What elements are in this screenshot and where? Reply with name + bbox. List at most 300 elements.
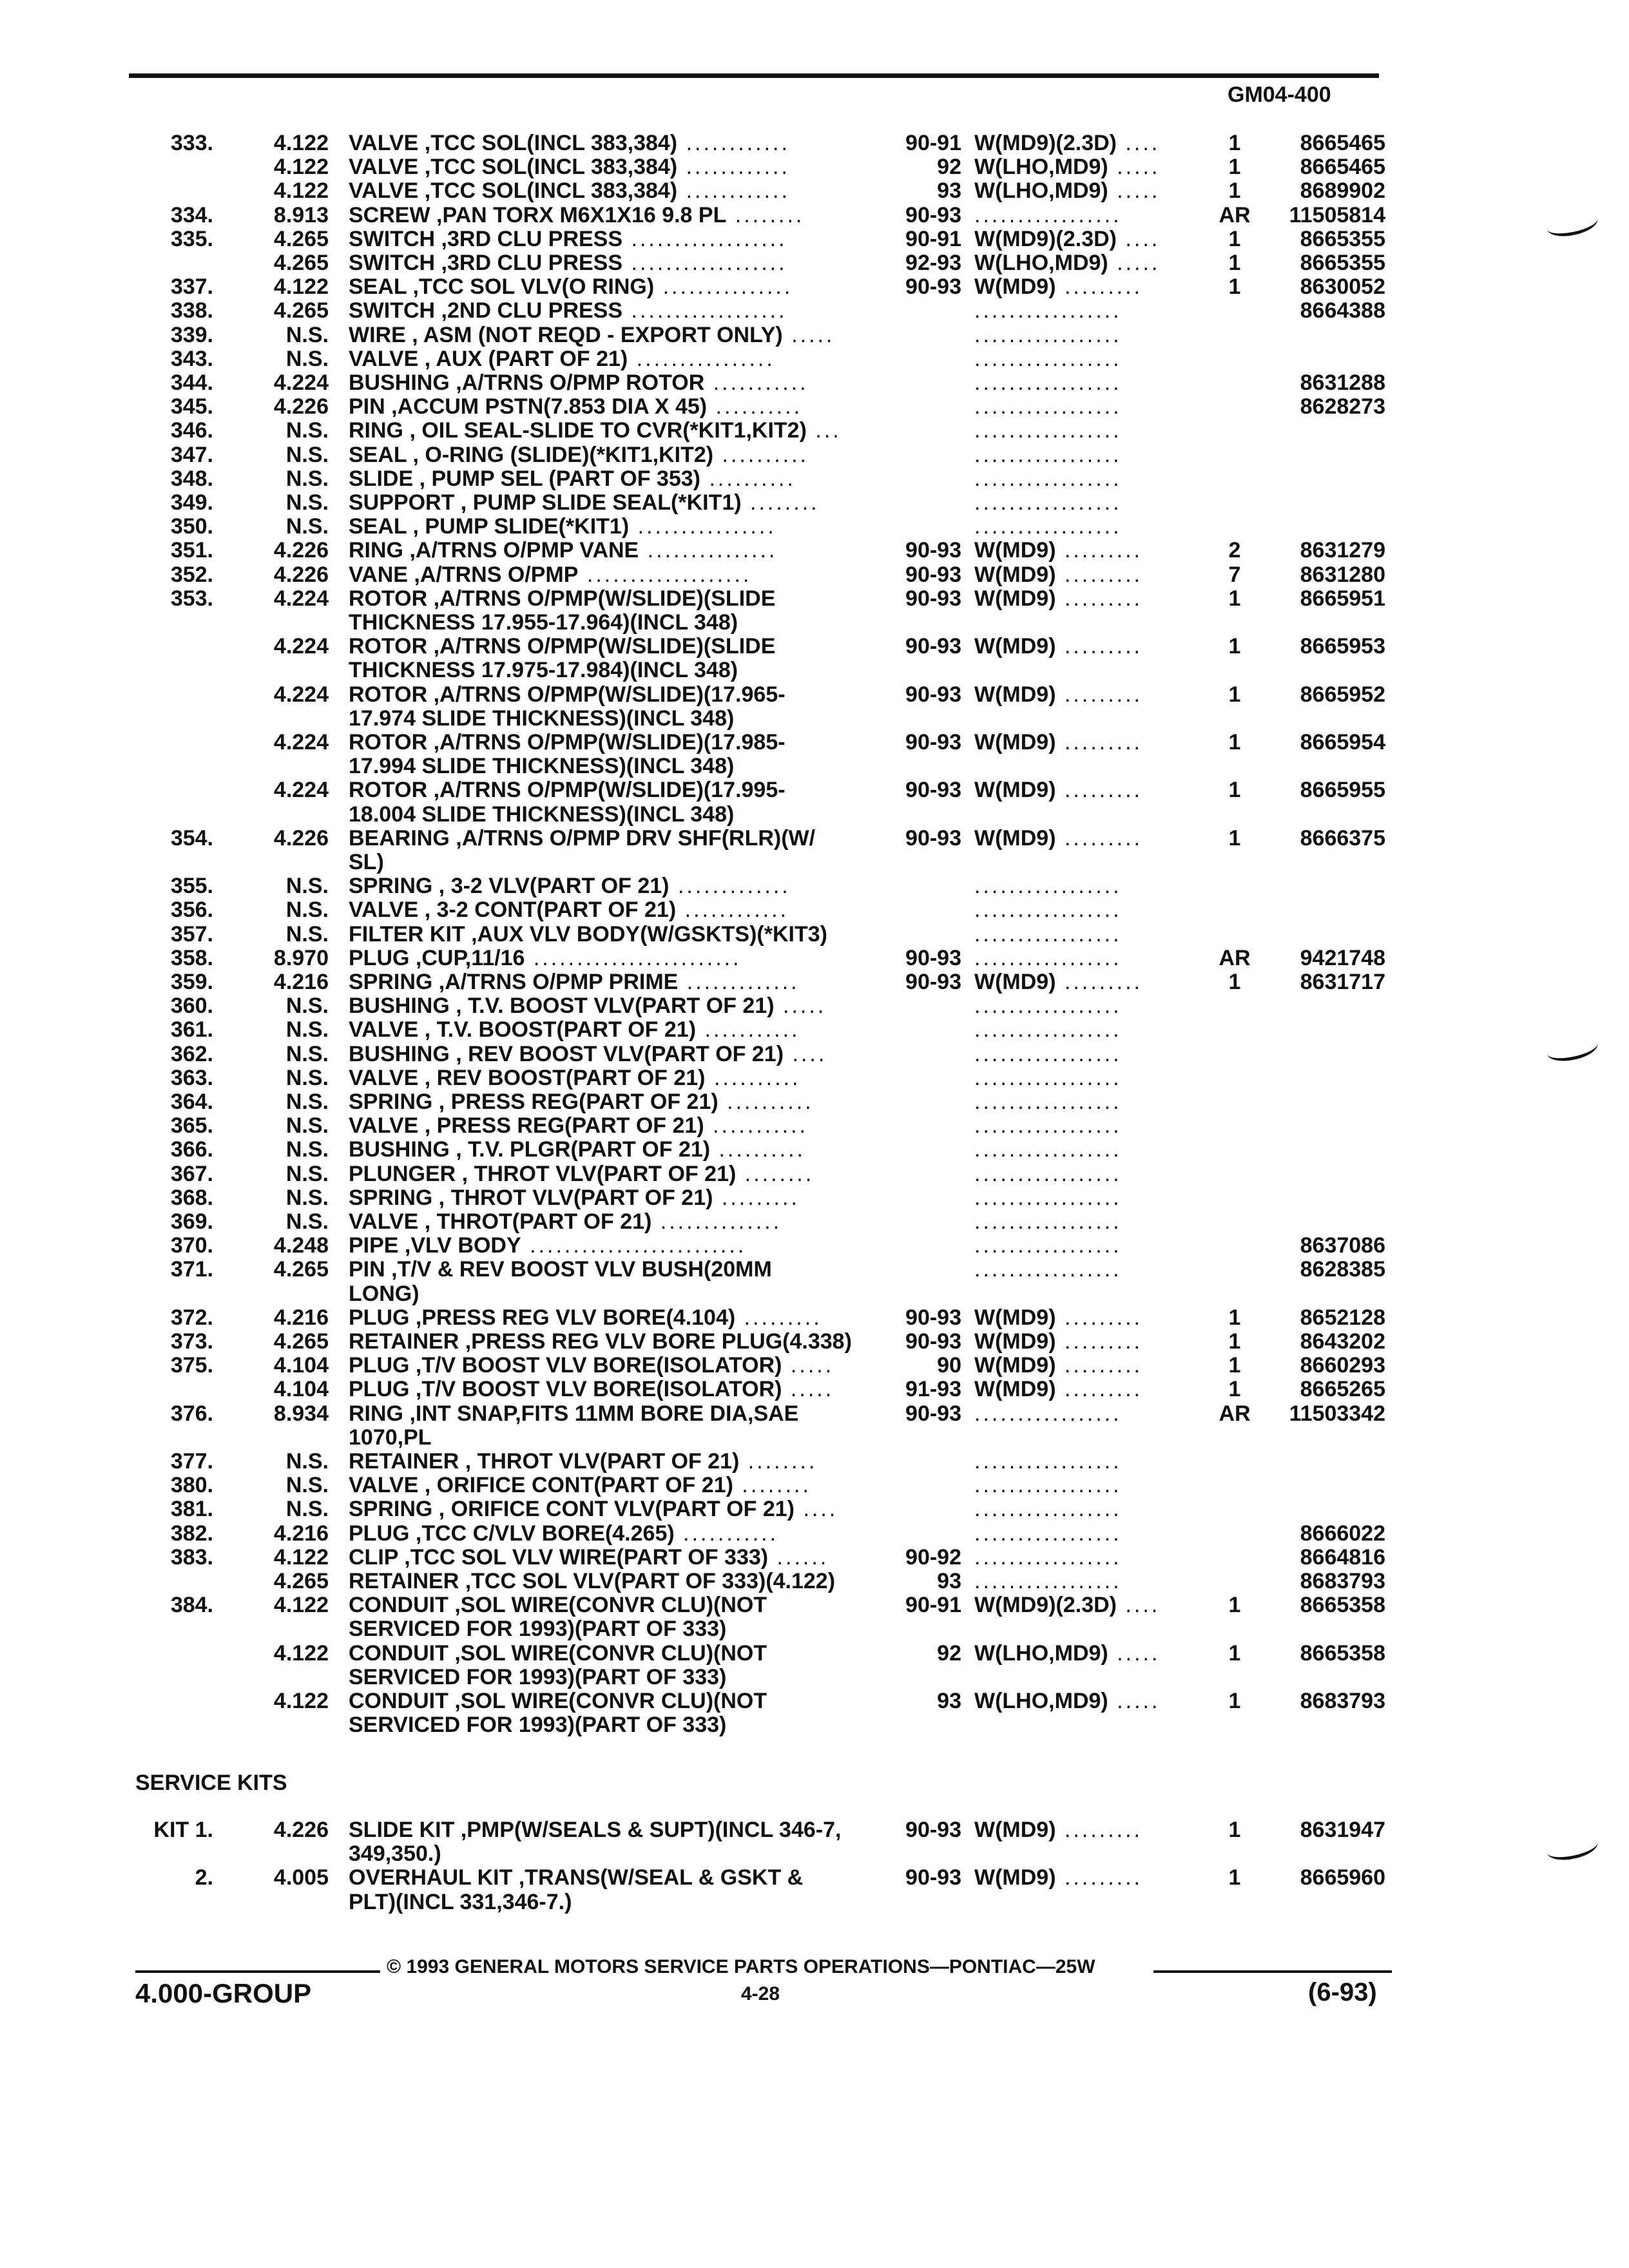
leader-dots: ................. [974,1138,1122,1162]
quantity: 1 [1228,1377,1241,1402]
ref-number: 365. [170,1113,213,1139]
model-years: 90-93 [905,634,961,659]
part-number: 8665358 [1300,1640,1385,1666]
model-years: 92 [937,155,961,180]
part-detail: ,VLV BODY [398,1234,521,1258]
part-detail: ,A/TRNS O/PMP VANE [403,539,639,562]
part-name: SLIDE KIT [349,1818,455,1841]
model-years: 90-91 [905,226,961,251]
part-detail: ,SOL WIRE(CONVR CLU)(NOT [448,1641,767,1665]
group-number: 4.224 [273,634,329,659]
part-description [349,1114,887,1137]
part-name: OVERHAUL KIT [349,1866,513,1890]
part-name: RETAINER [349,1570,459,1593]
part-description [349,443,887,466]
part-detail: , THROT VLV(PART OF 21) [432,1186,713,1209]
model-years: 90-93 [905,945,961,970]
part-detail: ,TCC SOL VLV WIRE(PART OF 333) [398,1545,769,1569]
group-number: N.S. [285,1473,329,1498]
ref-number: 358. [170,945,213,970]
group-number: 4.224 [273,370,329,395]
part-description [349,1426,887,1449]
leader-dots: ................. [974,419,1122,443]
part-number: 8666375 [1300,825,1385,850]
part-description [349,754,887,778]
part-name: ROTOR [349,731,428,754]
part-detail: , PRESS REG(PART OF 21) [418,1114,704,1138]
usage-models [974,371,1197,394]
ref-number: 361. [170,1017,213,1043]
part-description [349,994,887,1017]
part-detail: ,A/TRNS O/PMP(W/SLIDE)(SLIDE [427,635,776,658]
usage-models [974,1497,1197,1521]
group-number: 4.122 [273,1640,329,1666]
group-number: 4.005 [273,1865,329,1890]
usage-models [974,1642,1197,1665]
leader-dots: ................. [974,347,1122,370]
part-number: 8652128 [1300,1305,1385,1330]
usage-models [974,419,1197,442]
part-name: VALVE [349,1474,419,1497]
quantity: 1 [1228,1329,1241,1354]
leader-dots: ........ [736,1162,815,1186]
ref-number: 376. [170,1401,213,1426]
part-name: VALVE [349,347,419,370]
leader-dots: ........... [704,371,809,394]
ref-number: 373. [170,1329,213,1354]
model-years: 90-91 [905,131,961,155]
usage-models [974,1162,1197,1186]
part-detail: ,TCC SOL(INCL 383,384) [418,179,678,203]
leader-dots: ................. [974,1258,1122,1282]
leader-dots: ................. [974,874,1122,898]
part-name: PIN [349,1258,385,1282]
leader-dots: ........... [704,1114,808,1138]
group-number: 4.122 [273,1544,329,1570]
model-years: 90-93 [905,202,961,227]
part-name: SPRING [349,1186,433,1209]
usage-models [974,515,1197,538]
usage-models [974,467,1197,490]
quantity: 7 [1228,562,1241,587]
part-description [349,1043,887,1066]
part-detail: , T.V. PLGR(PART OF 21) [449,1138,711,1162]
part-description [349,1593,887,1617]
part-detail: , THROT VLV(PART OF 21) [456,1162,737,1186]
leader-dots: ............... [654,275,793,299]
part-description [349,251,887,274]
group-number: N.S. [285,1497,329,1522]
part-detail: ,TCC SOL(INCL 383,384) [418,155,678,179]
ref-number: 370. [170,1233,213,1258]
part-detail: 17.994 SLIDE THICKNESS)(INCL 348) [349,754,735,778]
part-detail: ,AUX VLV BODY(W/GSKTS)(*KIT3) [465,922,827,946]
usage-code: W(MD9) [974,1818,1056,1841]
part-name: PIPE [349,1234,399,1258]
leader-dots: .......... [718,1090,814,1113]
usage-models [974,323,1197,347]
group-number: N.S. [285,1017,329,1043]
part-name: SWITCH [349,227,436,251]
part-name: VALVE [349,898,419,922]
usage-models [974,1450,1197,1473]
leader-dots: ........................ [525,946,742,970]
leader-dots: ............. [678,970,800,994]
quantity: 1 [1228,586,1241,611]
ref-number: 333. [170,131,213,155]
part-name: SWITCH [349,251,436,274]
model-years: 90-93 [905,1305,961,1330]
leader-dots: ......... [1055,1378,1142,1401]
model-years: 90-93 [905,562,961,587]
part-name: WIRE [349,323,406,347]
group-number: 8.913 [273,202,329,227]
leader-dots: ..... [1108,179,1161,203]
usage-models [974,443,1197,466]
usage-models [974,731,1197,754]
quantity: 1 [1228,1593,1241,1618]
leader-dots: ................ [629,515,776,539]
group-number: 4.226 [273,394,329,419]
part-description [349,1090,887,1113]
part-detail: LONG) [349,1282,419,1305]
usage-models [974,1570,1197,1593]
group-number: 4.265 [273,251,329,275]
part-detail: , 3-2 VLV(PART OF 21) [432,874,670,898]
group-number: N.S. [285,442,329,467]
leader-dots: .......... [713,443,809,466]
group-number: N.S. [285,346,329,371]
usage-models [974,635,1197,658]
quantity: AR [1219,202,1251,227]
part-description [349,539,887,562]
usage-models [974,898,1197,921]
leader-dots: ................... [578,562,752,586]
part-detail: , PUMP SLIDE SEAL(*KIT1) [454,491,742,514]
part-description [349,611,887,634]
part-description [349,491,887,514]
group-number: 4.122 [273,274,329,300]
usage-models [974,1114,1197,1137]
usage-models [974,994,1197,1017]
leader-dots: ................. [974,1570,1122,1593]
model-years: 90-93 [905,1818,961,1842]
footer-rule-left [135,1970,380,1973]
group-number: N.S. [285,1449,329,1474]
part-name: ROTOR [349,586,428,610]
part-name: VALVE [349,155,419,179]
part-detail: ,SOL WIRE(CONVR CLU)(NOT [448,1593,767,1617]
part-description [349,1570,887,1593]
part-detail: , REV BOOST VLV(PART OF 21) [449,1042,784,1066]
part-number: 8665960 [1300,1865,1385,1890]
part-description [349,707,887,730]
ref-number: 343. [170,346,213,371]
usage-models [974,1522,1197,1545]
part-detail: ,A/TRNS O/PMP DRV SHF(RLR)(W/ [449,826,816,850]
part-name: PLUG [349,1378,410,1401]
group-number: N.S. [285,514,329,539]
leader-dots: ................. [974,1114,1122,1138]
part-name: BUSHING [349,1138,450,1162]
part-detail: ,A/TRNS O/PMP [407,562,579,586]
leader-dots: ......... [1055,562,1142,586]
part-description [349,1474,887,1497]
part-description [349,1497,887,1521]
leader-dots: ......... [1055,731,1142,754]
part-detail: ,TCC SOL VLV(PART OF 333)(4.122) [459,1570,836,1593]
usage-models [974,275,1197,298]
part-number: 8664388 [1300,298,1385,323]
part-name: VALVE [349,1210,419,1233]
usage-models [974,251,1197,274]
model-years: 90-92 [905,1544,961,1570]
ref-number: 344. [170,370,213,395]
quantity: AR [1219,1401,1251,1426]
part-number: 8631280 [1300,562,1385,587]
part-name: VALVE [349,1018,419,1042]
part-detail: ,PAN TORX M6X1X16 9.8 PL [430,203,727,227]
usage-code: W(MD9) [974,1866,1056,1890]
usage-models [974,1866,1197,1889]
part-description [349,947,887,970]
leader-dots: ................ [628,347,775,370]
part-number: 11505814 [1289,202,1385,227]
footer-page-number: 4-28 [741,1983,780,2004]
leader-dots: ..... [782,1354,834,1378]
part-detail: , THROT VLV(PART OF 21) [459,1450,740,1473]
part-number: 8665953 [1300,634,1385,659]
leader-dots: .................. [622,251,787,274]
part-detail: , OIL SEAL-SLIDE TO CVR(*KIT1,KIT2) [403,419,807,443]
group-number: N.S. [285,1041,329,1066]
ref-number: 371. [170,1257,213,1282]
part-description [349,731,887,754]
part-description [349,1186,887,1209]
part-detail: , ORIFICE CONT(PART OF 21) [418,1474,733,1497]
group-number: 4.226 [273,562,329,587]
group-number: N.S. [285,1137,329,1162]
usage-code: W(LHO,MD9) [974,179,1108,203]
group-number: 4.265 [273,298,329,323]
quantity: 1 [1228,778,1241,803]
part-description [349,1210,887,1233]
usage-code: W(MD9) [974,826,1056,850]
ref-number: 382. [170,1521,213,1546]
part-description [349,923,887,946]
leader-dots: ............ [677,131,790,155]
group-number: 4.226 [273,1818,329,1842]
part-description [349,1138,887,1161]
leader-dots: .................. [622,299,787,323]
usage-models [974,970,1197,994]
leader-dots: ......... [1055,826,1142,850]
quantity: 1 [1228,1353,1241,1378]
leader-dots: ............ [677,179,790,203]
part-name: RETAINER [349,1450,459,1473]
part-detail: ,PRESS REG VLV BORE PLUG(4.338) [459,1330,852,1353]
ref-number: 353. [170,586,213,611]
part-name: SWITCH [349,299,436,323]
part-number: 8628385 [1300,1257,1385,1282]
part-detail: ,CUP,11/16 [409,946,525,970]
ref-number: 369. [170,1209,213,1234]
usage-models [974,1186,1197,1209]
quantity: 1 [1228,634,1241,659]
ref-number: 364. [170,1090,213,1114]
ref-number: 346. [170,418,213,443]
usage-models [974,1043,1197,1066]
binding-mark-2 [1545,1032,1600,1065]
group-number: N.S. [285,921,329,947]
part-name: FILTER KIT [349,922,465,946]
group-number: 8.934 [273,1401,329,1426]
leader-dots: ................. [974,922,1122,946]
usage-models [974,563,1197,586]
part-number: 8666022 [1300,1521,1385,1546]
leader-dots: ..... [1108,1689,1161,1713]
group-number: 4.216 [273,1521,329,1546]
part-detail: ,A/TRNS O/PMP(W/SLIDE)(17.985- [427,731,786,754]
usage-models [974,778,1197,802]
part-number: 8665358 [1300,1593,1385,1618]
part-number: 8689902 [1300,178,1385,204]
usage-models [974,1018,1197,1041]
ref-number: 338. [170,298,213,323]
usage-code: W(MD9) [974,1378,1056,1401]
part-name: PLUG [349,1305,410,1329]
quantity: 1 [1228,1689,1241,1713]
group-number: 8.970 [273,945,329,970]
leader-dots: ................. [974,946,1122,970]
usage-models [974,155,1197,178]
part-description [349,323,887,347]
part-detail: 349,350.) [349,1842,441,1866]
leader-dots: ................. [974,1234,1122,1258]
leader-dots: ................. [974,395,1122,419]
part-detail: , PUMP SEL (PART OF 353) [413,466,700,490]
part-number: 8631288 [1300,370,1385,395]
group-number: 4.248 [273,1233,329,1258]
group-number: N.S. [285,490,329,515]
leader-dots: ........ [741,491,820,514]
usage-models [974,1066,1197,1090]
usage-models [974,539,1197,562]
part-description [349,299,887,322]
quantity: 1 [1228,825,1241,850]
quantity: 1 [1228,226,1241,251]
part-description [349,1162,887,1186]
leader-dots: ... [806,419,842,443]
quantity: 2 [1228,538,1241,563]
part-detail: ,TCC SOL(INCL 383,384) [418,131,678,155]
ref-number: 354. [170,825,213,850]
part-detail: ,A/TRNS O/PMP PRIME [432,970,679,994]
usage-code: W(MD9)(2.3D) [974,227,1117,251]
model-years: 90-93 [905,1865,961,1890]
part-number: 8628273 [1300,394,1385,419]
ref-number: 360. [170,994,213,1019]
leader-dots: ........... [674,1521,779,1545]
leader-dots: ......... [1055,1330,1142,1353]
usage-code: W(MD9) [974,731,1056,754]
part-description [349,1330,887,1353]
part-name: PLUG [349,1354,410,1378]
group-number: 4.265 [273,1329,329,1354]
leader-dots: ................. [974,203,1122,227]
footer-group: 4.000-GROUP [135,1978,312,2008]
leader-dots: ................. [974,994,1122,1018]
ref-number: 368. [170,1185,213,1210]
part-description [349,1866,887,1889]
usage-models [974,491,1197,514]
leader-dots: ................. [974,323,1122,347]
group-number: 4.224 [273,778,329,803]
part-name: RING [349,419,403,443]
part-name: SCREW [349,203,430,227]
leader-dots: ..... [782,323,835,347]
footer-rule-right [1153,1970,1392,1973]
part-detail: SERVICED FOR 1993)(PART OF 333) [349,1713,727,1737]
part-description [349,563,887,586]
part-number: 8665355 [1300,251,1385,275]
usage-models [974,1474,1197,1497]
leader-dots: ................. [974,1497,1122,1521]
part-description [349,467,887,490]
binding-mark-1 [1545,207,1600,240]
leader-dots: ......................... [521,1234,747,1258]
usage-models [974,1593,1197,1617]
ref-number: 380. [170,1473,213,1498]
part-number: 8665952 [1300,682,1385,707]
leader-dots: ................. [974,491,1122,514]
leader-dots: .......... [700,466,796,490]
usage-models [974,947,1197,970]
part-detail: , PUMP SLIDE(*KIT1) [407,515,630,539]
usage-models [974,1818,1197,1841]
leader-dots: ................. [974,1545,1122,1569]
ref-number: 356. [170,898,213,923]
part-detail: ,3RD CLU PRESS [435,251,623,274]
part-description [349,155,887,178]
group-number: 4.224 [273,682,329,707]
part-detail: ,TRANS(W/SEAL & GSKT & [512,1866,804,1890]
model-years: 90 [937,1353,961,1378]
part-name: SPRING [349,1497,433,1521]
usage-models [974,1354,1197,1377]
quantity: 1 [1228,251,1241,275]
part-name: CLIP [349,1545,398,1569]
part-number: 8631947 [1300,1818,1385,1842]
usage-models [974,1402,1197,1425]
leader-dots: ...... [768,1545,829,1569]
part-name: SEAL [349,275,407,299]
part-number: 8631279 [1300,538,1385,563]
leader-dots: .......... [710,1138,805,1162]
part-detail: ,2ND CLU PRESS [435,299,623,323]
part-description [349,1450,887,1473]
part-description [349,371,887,394]
part-detail: ,PRESS REG VLV BORE(4.104) [409,1305,736,1329]
part-number: 9421748 [1300,945,1385,970]
leader-dots: .... [795,1497,838,1521]
group-number: N.S. [285,1161,329,1186]
usage-code: W(MD9) [974,635,1056,658]
leader-dots: ......... [1055,970,1142,994]
part-detail: ,T/V BOOST VLV BORE(ISOLATOR) [409,1354,782,1378]
part-detail: 17.974 SLIDE THICKNESS)(INCL 348) [349,706,735,730]
group-number: 4.265 [273,1569,329,1593]
